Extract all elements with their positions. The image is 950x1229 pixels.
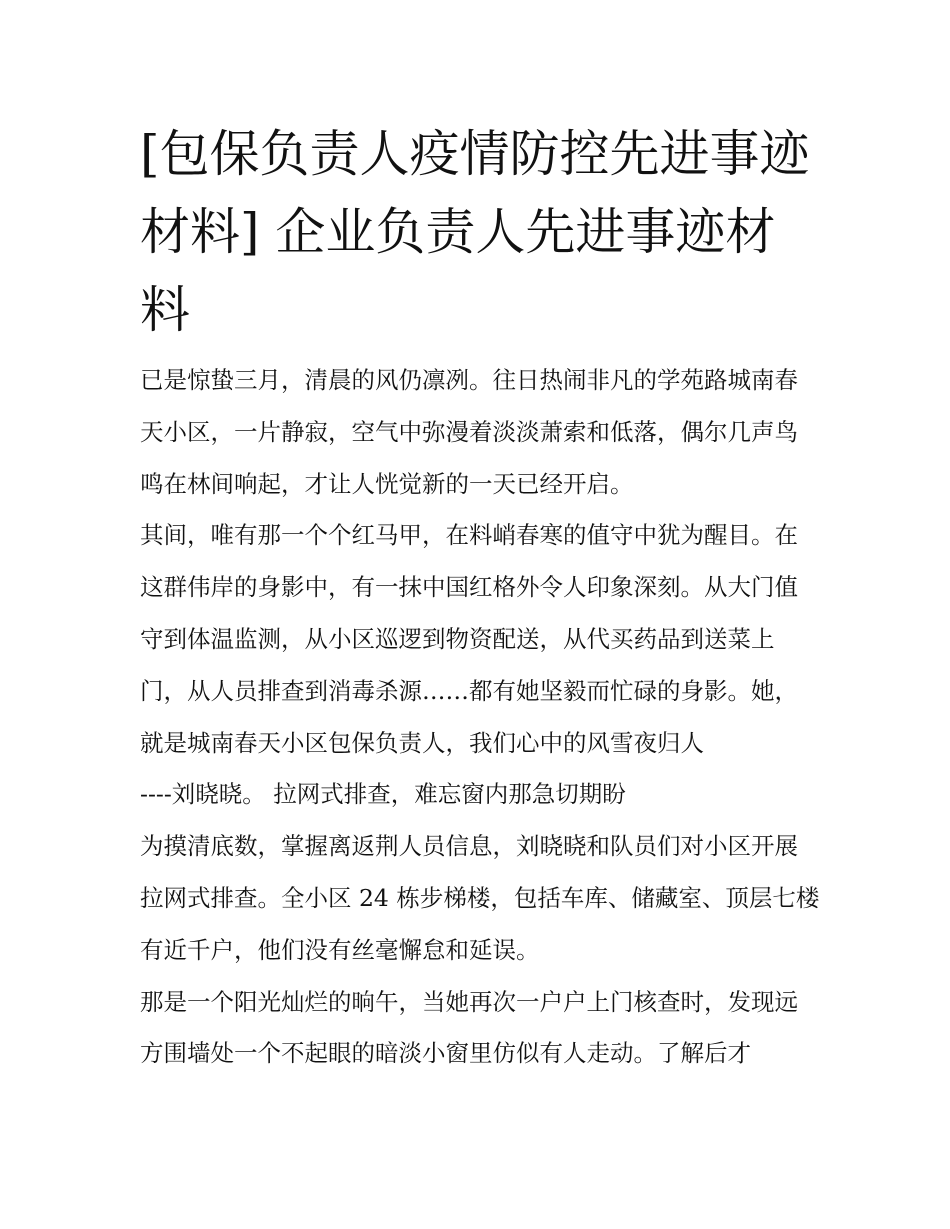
- paragraph-1: 已是惊蛰三月，清晨的风仍凛冽。往日热闹非凡的学苑路城南春天小区，一片静寂，空气中弥漫着淡淡萧索和低落，偶尔几声鸟鸣在林间响起，才让人恍觉新的一天已经开启。: [140, 366, 798, 498]
- document-body: [140, 355, 820, 1080]
- paragraph-5: 那是一个阳光灿烂的晌午，当她再次一户户上门核查时，发现远方围墙处一个不起眼的暗淡小窗里仿似有人走动。了解后才: [140, 987, 798, 1068]
- document-title: [包保负责人疫情防控先进事迹材料] 企业负责人先进事迹材料: [140, 125, 810, 339]
- paragraph-2: 其间，唯有那一个个红马甲，在料峭春寒的值守中犹为醒目。在这群伟岸的身影中，有一抹中国红格外令人印象深刻。从大门值守到体温监测，从小区巡逻到物资配送，从代买药品到送菜上门，从人员排查到消毒杀源……都有她坚毅而忙碌的身影。她，就是城南春天小区包保负责人，我们心中的风雪夜归人: [140, 521, 798, 757]
- paragraph-4: 为摸清底数，掌握离返荆人员信息，刘晓晓和队员们对小区开展拉网式排查。全小区 24 栋步梯楼，包括车库、储藏室、顶层七楼有近千户，他们没有丝毫懈怠和延误。: [140, 832, 820, 964]
- paragraph-3: ----刘晓晓。 拉网式排查，难忘窗内那急切期盼: [140, 780, 626, 809]
